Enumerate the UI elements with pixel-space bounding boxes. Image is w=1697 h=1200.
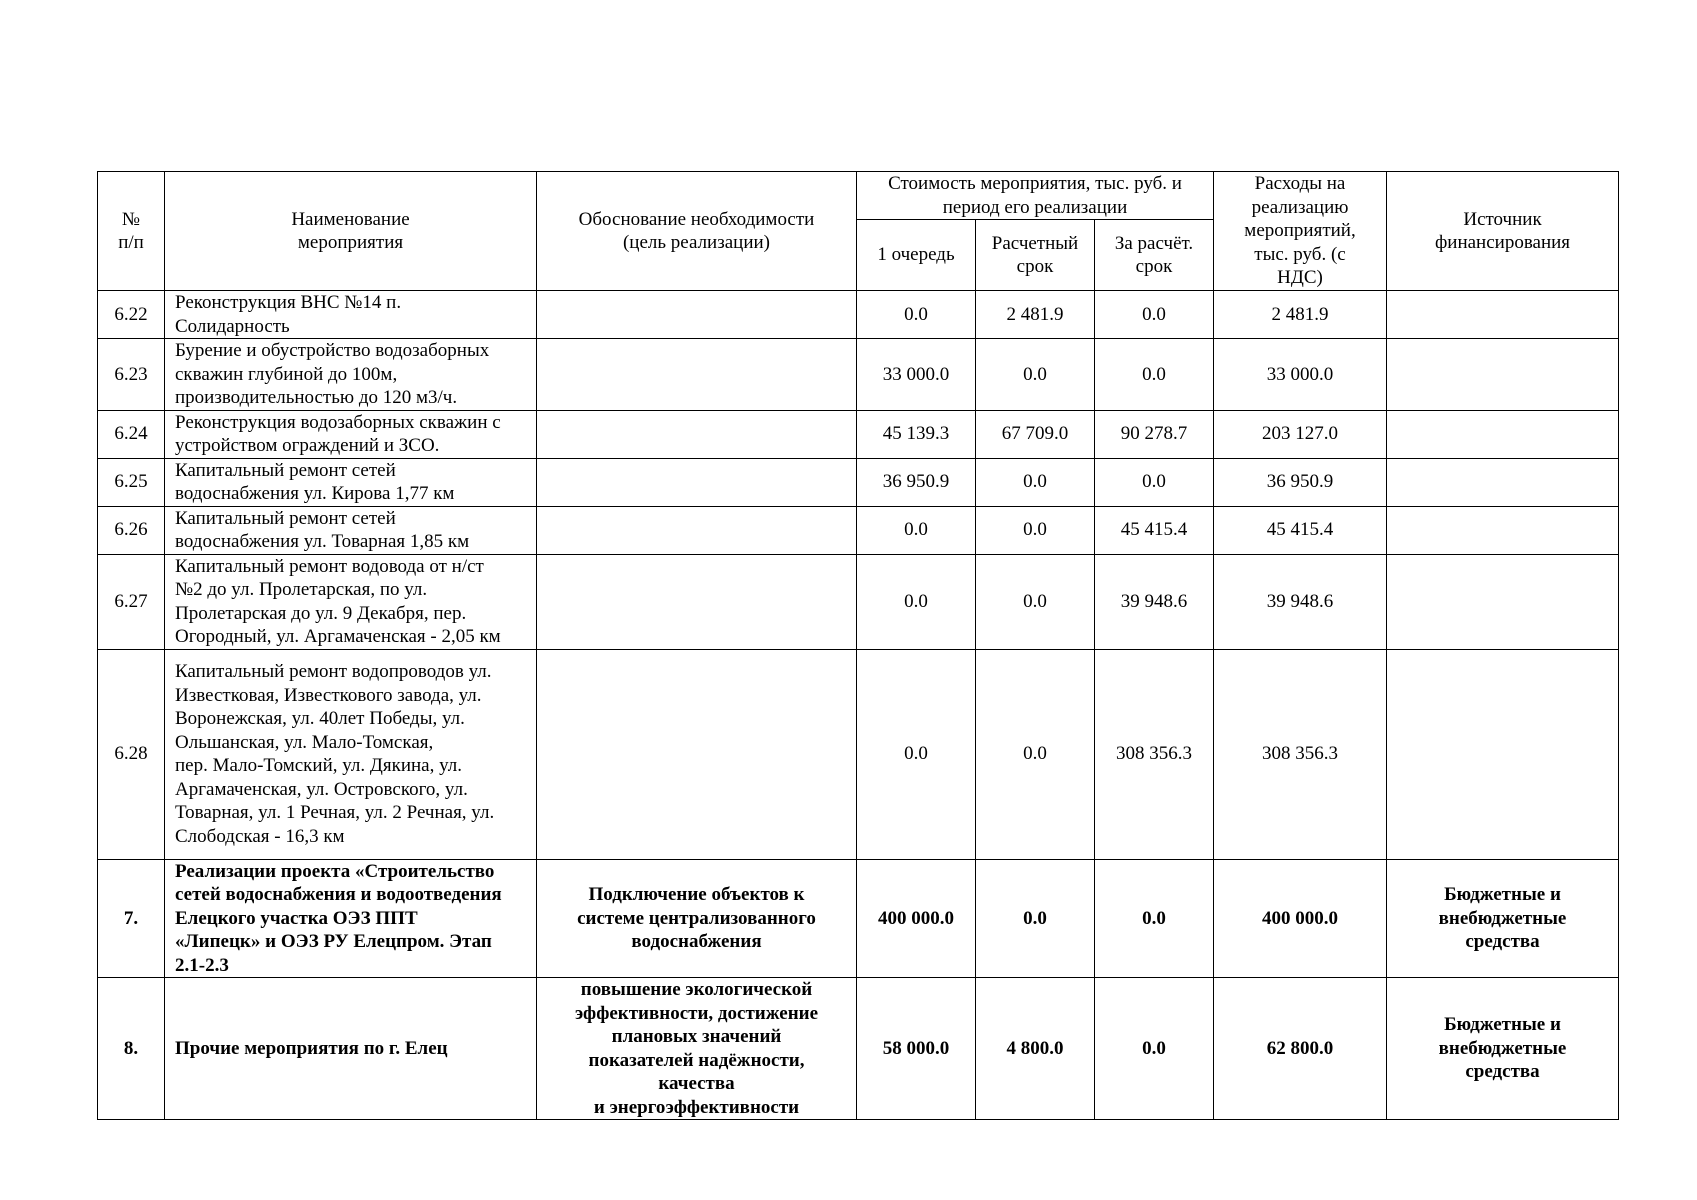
cost-stage1-cell: 0.0: [857, 554, 976, 649]
funding-source-cell: [1387, 649, 1619, 859]
measure-name-cell: Бурение и обустройство водозаборных скважин глубиной до 100м, производительностью до 120 м3/ч.: [165, 339, 537, 411]
total-expenses-cell: 2 481.9: [1214, 291, 1387, 339]
cost-beyond-period-cell: 39 948.6: [1095, 554, 1214, 649]
table-row: [98, 410, 1619, 458]
measure-name-cell: Прочие мероприятия по г. Елец: [165, 978, 537, 1120]
cost-calc-period-cell: 4 800.0: [976, 978, 1095, 1120]
cost-calc-period-cell: 0.0: [976, 649, 1095, 859]
cost-beyond-period-cell: 0.0: [1095, 339, 1214, 411]
table-row: [98, 859, 1619, 978]
measure-name-cell: Реконструкция водозаборных скважин с устройством ограждений и ЗСО.: [165, 410, 537, 458]
justification-cell: [537, 410, 857, 458]
measure-name-cell: Капитальный ремонт сетей водоснабжения ул. Товарная 1,85 км: [165, 506, 537, 554]
cost-calc-period-cell: 2 481.9: [976, 291, 1095, 339]
funding-source-cell: [1387, 554, 1619, 649]
cost-beyond-period-cell: 0.0: [1095, 859, 1214, 978]
justification-cell: [537, 291, 857, 339]
cost-calc-period-cell: 0.0: [976, 554, 1095, 649]
measure-name-cell: Капитальный ремонт сетей водоснабжения ул. Кирова 1,77 км: [165, 458, 537, 506]
cost-stage1-cell: 0.0: [857, 291, 976, 339]
header-beyond-period: За расчёт. срок: [1095, 220, 1214, 291]
table-row: [98, 339, 1619, 411]
cost-beyond-period-cell: 308 356.3: [1095, 649, 1214, 859]
cost-stage1-cell: 0.0: [857, 506, 976, 554]
header-calc-period: Расчетный срок: [976, 220, 1095, 291]
total-expenses-cell: 308 356.3: [1214, 649, 1387, 859]
investment-table: [97, 171, 1619, 1120]
cost-beyond-period-cell: 0.0: [1095, 458, 1214, 506]
row-number-cell: 6.26: [98, 506, 165, 554]
total-expenses-cell: 33 000.0: [1214, 339, 1387, 411]
cost-stage1-cell: 58 000.0: [857, 978, 976, 1120]
cost-calc-period-cell: 0.0: [976, 458, 1095, 506]
funding-source-cell: [1387, 291, 1619, 339]
funding-source-cell: [1387, 458, 1619, 506]
header-source: Источник финансирования: [1387, 172, 1619, 291]
table-row: [98, 649, 1619, 859]
row-number-cell: 6.23: [98, 339, 165, 411]
cost-beyond-period-cell: 0.0: [1095, 291, 1214, 339]
row-number-cell: 6.24: [98, 410, 165, 458]
justification-cell: Подключение объектов к системе централизованного водоснабжения: [537, 859, 857, 978]
total-expenses-cell: 400 000.0: [1214, 859, 1387, 978]
funding-source-cell: Бюджетные и внебюджетные средства: [1387, 978, 1619, 1120]
row-number-cell: 6.27: [98, 554, 165, 649]
justification-cell: [537, 339, 857, 411]
table-row: [98, 554, 1619, 649]
cost-stage1-cell: 33 000.0: [857, 339, 976, 411]
cost-stage1-cell: 36 950.9: [857, 458, 976, 506]
total-expenses-cell: 45 415.4: [1214, 506, 1387, 554]
cost-stage1-cell: 0.0: [857, 649, 976, 859]
header-expenses: Расходы на реализацию мероприятий, тыс. руб. (с НДС): [1214, 172, 1387, 291]
funding-source-cell: [1387, 410, 1619, 458]
measure-name-cell: Капитальный ремонт водовода от н/ст №2 до ул. Пролетарская, по ул. Пролетарская до ул. 9 Декабря, пер. Огородный, ул. Аргамаченская - 2,05 км: [165, 554, 537, 649]
funding-source-cell: Бюджетные и внебюджетные средства: [1387, 859, 1619, 978]
funding-source-cell: [1387, 506, 1619, 554]
measure-name-cell: Реконструкция ВНС №14 п. Солидарность: [165, 291, 537, 339]
justification-cell: [537, 458, 857, 506]
table-row: [98, 291, 1619, 339]
header-name: Наименование мероприятия: [165, 172, 537, 291]
justification-cell: [537, 506, 857, 554]
justification-cell: [537, 649, 857, 859]
cost-calc-period-cell: 0.0: [976, 859, 1095, 978]
justification-cell: повышение экологической эффективности, достижение плановых значений показателей надёжности, качества и энергоэффективности: [537, 978, 857, 1120]
cost-stage1-cell: 400 000.0: [857, 859, 976, 978]
header-cost-group: Стоимость мероприятия, тыс. руб. и период его реализации: [857, 172, 1214, 220]
cost-beyond-period-cell: 90 278.7: [1095, 410, 1214, 458]
row-number-cell: 8.: [98, 978, 165, 1120]
cost-stage1-cell: 45 139.3: [857, 410, 976, 458]
total-expenses-cell: 203 127.0: [1214, 410, 1387, 458]
row-number-cell: 6.22: [98, 291, 165, 339]
header-stage1: 1 очередь: [857, 220, 976, 291]
table-row: [98, 506, 1619, 554]
measure-name-cell: Реализации проекта «Строительство сетей водоснабжения и водоотведения Елецкого участка ОЭЗ ППТ «Липецк» и ОЭЗ РУ Елецпром. Этап 2.1-2.3: [165, 859, 537, 978]
row-number-cell: 7.: [98, 859, 165, 978]
cost-calc-period-cell: 0.0: [976, 506, 1095, 554]
header-num: № п/п: [98, 172, 165, 291]
total-expenses-cell: 39 948.6: [1214, 554, 1387, 649]
total-expenses-cell: 62 800.0: [1214, 978, 1387, 1120]
header-reason: Обоснование необходимости (цель реализации): [537, 172, 857, 291]
cost-beyond-period-cell: 0.0: [1095, 978, 1214, 1120]
cost-calc-period-cell: 0.0: [976, 339, 1095, 411]
measure-name-cell: Капитальный ремонт водопроводов ул. Известковая, Известкового завода, ул. Воронежская, ул. 40лет Победы, ул. Ольшанская, ул. Мало-Томская, пер. Мало-Томский, ул. Дякина, ул. Аргамаченская, ул. Островского, ул. Товарная, ул. 1 Речная, ул. 2 Речная, ул. Слободская - 16,3 км: [165, 649, 537, 859]
funding-source-cell: [1387, 339, 1619, 411]
cost-beyond-period-cell: 45 415.4: [1095, 506, 1214, 554]
table-row: [98, 458, 1619, 506]
table-row: [98, 978, 1619, 1120]
justification-cell: [537, 554, 857, 649]
row-number-cell: 6.25: [98, 458, 165, 506]
cost-calc-period-cell: 67 709.0: [976, 410, 1095, 458]
total-expenses-cell: 36 950.9: [1214, 458, 1387, 506]
row-number-cell: 6.28: [98, 649, 165, 859]
